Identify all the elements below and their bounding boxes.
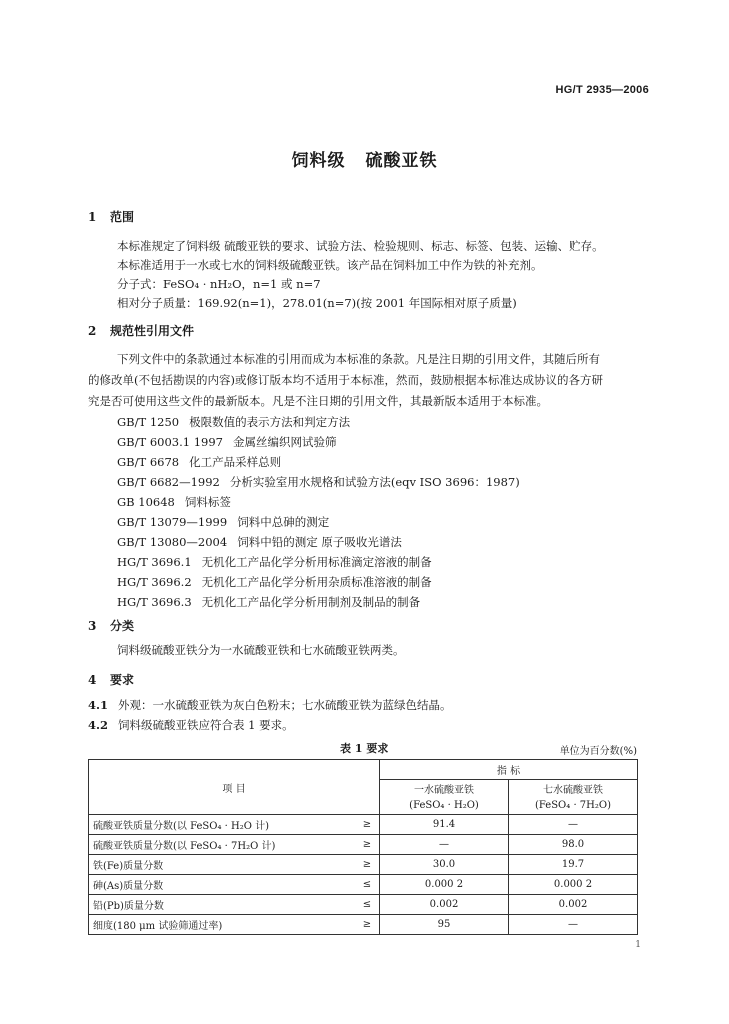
col2-name: 七水硫酸亚铁 <box>509 780 638 798</box>
row-value-1: 0.002 <box>380 895 509 915</box>
row-item: 铁(Fe)质量分数 <box>89 855 356 875</box>
row-symbol: ≥ <box>355 835 380 855</box>
clause-text: 外观：一水硫酸亚铁为灰白色粉末；七水硫酸亚铁为蓝绿色结晶。 <box>118 698 452 712</box>
col1-name: 一水硫酸亚铁 <box>380 780 509 798</box>
paragraph-line: 下列文件中的条款通过本标准的引用而成为本标准的条款。凡是注日期的引用文件，其随后所有 <box>117 352 600 366</box>
table-row <box>89 855 638 875</box>
reference-item <box>117 554 432 570</box>
paragraph-line: 的修改单(不包括勘误的内容)或修订版本均不适用于本标准，然而，鼓励根据本标准达成协议的各方研 <box>88 373 603 387</box>
row-value-2: 19.7 <box>509 855 638 875</box>
reference-item <box>117 514 329 530</box>
reference-item <box>117 414 350 430</box>
section-title: 分类 <box>110 619 135 633</box>
header-index: 指 标 <box>380 760 638 780</box>
row-value-1: 91.4 <box>380 815 509 835</box>
row-item: 硫酸亚铁质量分数(以 FeSO₄ · H₂O 计) <box>89 815 356 835</box>
section-title: 范围 <box>110 210 135 224</box>
paragraph-line: 本标准规定了饲料级 硫酸亚铁的要求、试验方法、检验规则、标志、标签、包装、运输、贮存。 <box>117 239 604 253</box>
reference-title: 金属丝编织网试验筛 <box>233 435 337 449</box>
reference-title: 饲料标签 <box>184 495 231 509</box>
section-title: 要求 <box>110 673 135 687</box>
reference-title: 分析实验室用水规格和试验方法(eqv ISO 3696：1987) <box>229 475 520 489</box>
reference-code: GB/T 13079—1999 <box>117 515 228 529</box>
paragraph-line: 究是否可使用这些文件的最新版本。凡是不注日期的引用文件，其最新版本适用于本标准。 <box>88 394 548 408</box>
header-item: 项 目 <box>89 760 380 815</box>
row-value-2: — <box>509 815 638 835</box>
title-part-1: 饲料级 <box>291 151 346 171</box>
reference-title: 无机化工产品化学分析用制剂及制品的制备 <box>201 595 421 609</box>
reference-item <box>117 474 520 490</box>
reference-title: 无机化工产品化学分析用标准滴定溶液的制备 <box>201 555 432 569</box>
row-item: 细度(180 μm 试验筛通过率) <box>89 915 356 935</box>
reference-item <box>117 574 432 590</box>
table-unit: 单位为百分数(%) <box>559 746 637 757</box>
title-part-2: 硫酸亚铁 <box>365 151 438 171</box>
clause-4-1 <box>88 697 452 713</box>
reference-code: GB/T 6003.1 1997 <box>117 435 223 449</box>
reference-code: HG/T 3696.1 <box>117 555 192 569</box>
reference-code: GB/T 13080—2004 <box>117 535 228 549</box>
reference-title: 饲料中铅的测定 原子吸收光谱法 <box>237 535 402 549</box>
clause-number: 4.1 <box>88 698 109 712</box>
section-1-heading <box>88 208 134 225</box>
row-symbol: ≥ <box>355 915 380 935</box>
col2-formula: (FeSO₄ · 7H₂O) <box>509 797 638 815</box>
reference-title: 极限数值的表示方法和判定方法 <box>189 415 351 429</box>
row-symbol: ≥ <box>355 855 380 875</box>
paragraph-line: 相对分子质量：169.92(n=1)，278.01(n=7)(按 2001 年国际相对原子质量) <box>117 296 517 310</box>
row-value-1: 95 <box>380 915 509 935</box>
table-row <box>89 815 638 835</box>
reference-title: 饲料中总砷的测定 <box>237 515 330 529</box>
section-number: 3 <box>88 619 97 633</box>
standard-code: HG/T 2935—2006 <box>555 84 649 96</box>
reference-item <box>117 454 281 470</box>
table-row <box>89 875 638 895</box>
section-number: 4 <box>88 673 97 687</box>
row-item: 铅(Pb)质量分数 <box>89 895 356 915</box>
reference-title: 化工产品采样总则 <box>189 455 282 469</box>
row-value-2: 98.0 <box>509 835 638 855</box>
table-row <box>89 915 638 935</box>
document-title <box>0 146 729 171</box>
paragraph-line: 本标准适用于一水或七水的饲料级硫酸亚铁。该产品在饲料加工中作为铁的补充剂。 <box>117 258 543 272</box>
reference-code: HG/T 3696.3 <box>117 595 192 609</box>
table-row <box>89 895 638 915</box>
clause-number: 4.2 <box>88 718 109 732</box>
col1-formula: (FeSO₄ · H₂O) <box>380 797 509 815</box>
paragraph-line: 饲料级硫酸亚铁分为一水硫酸亚铁和七水硫酸亚铁两类。 <box>117 643 405 657</box>
reference-item <box>117 534 402 550</box>
row-value-1: 0.000 2 <box>380 875 509 895</box>
section-number: 1 <box>88 210 97 224</box>
row-item: 砷(As)质量分数 <box>89 875 356 895</box>
reference-code: GB/T 6682—1992 <box>117 475 220 489</box>
section-number: 2 <box>88 324 97 338</box>
row-value-2: 0.002 <box>509 895 638 915</box>
row-symbol: ≤ <box>355 895 380 915</box>
reference-item <box>117 594 420 610</box>
reference-code: GB/T 6678 <box>117 455 180 469</box>
requirements-table <box>88 759 638 935</box>
row-value-2: 0.000 2 <box>509 875 638 895</box>
reference-code: HG/T 3696.2 <box>117 575 192 589</box>
row-value-1: 30.0 <box>380 855 509 875</box>
clause-4-2 <box>88 717 294 733</box>
reference-code: GB/T 1250 <box>117 415 180 429</box>
reference-item <box>117 434 337 450</box>
row-item: 硫酸亚铁质量分数(以 FeSO₄ · 7H₂O 计) <box>89 835 356 855</box>
section-3-heading <box>88 617 134 634</box>
section-title: 规范性引用文件 <box>110 324 195 338</box>
reference-title: 无机化工产品化学分析用杂质标准溶液的制备 <box>201 575 432 589</box>
table-caption: 表 1 要求 <box>340 742 389 755</box>
page-number: 1 <box>635 940 641 950</box>
section-4-heading <box>88 671 134 688</box>
table-header-row <box>89 760 638 780</box>
reference-code: GB 10648 <box>117 495 175 509</box>
paragraph-line: 分子式：FeSO₄ · nH₂O，n=1 或 n=7 <box>117 277 321 291</box>
reference-item <box>117 494 231 510</box>
row-symbol: ≥ <box>355 815 380 835</box>
section-2-heading <box>88 322 194 339</box>
clause-text: 饲料级硫酸亚铁应符合表 1 要求。 <box>118 718 294 732</box>
row-value-2: — <box>509 915 638 935</box>
row-value-1: — <box>380 835 509 855</box>
row-symbol: ≤ <box>355 875 380 895</box>
table-row <box>89 835 638 855</box>
